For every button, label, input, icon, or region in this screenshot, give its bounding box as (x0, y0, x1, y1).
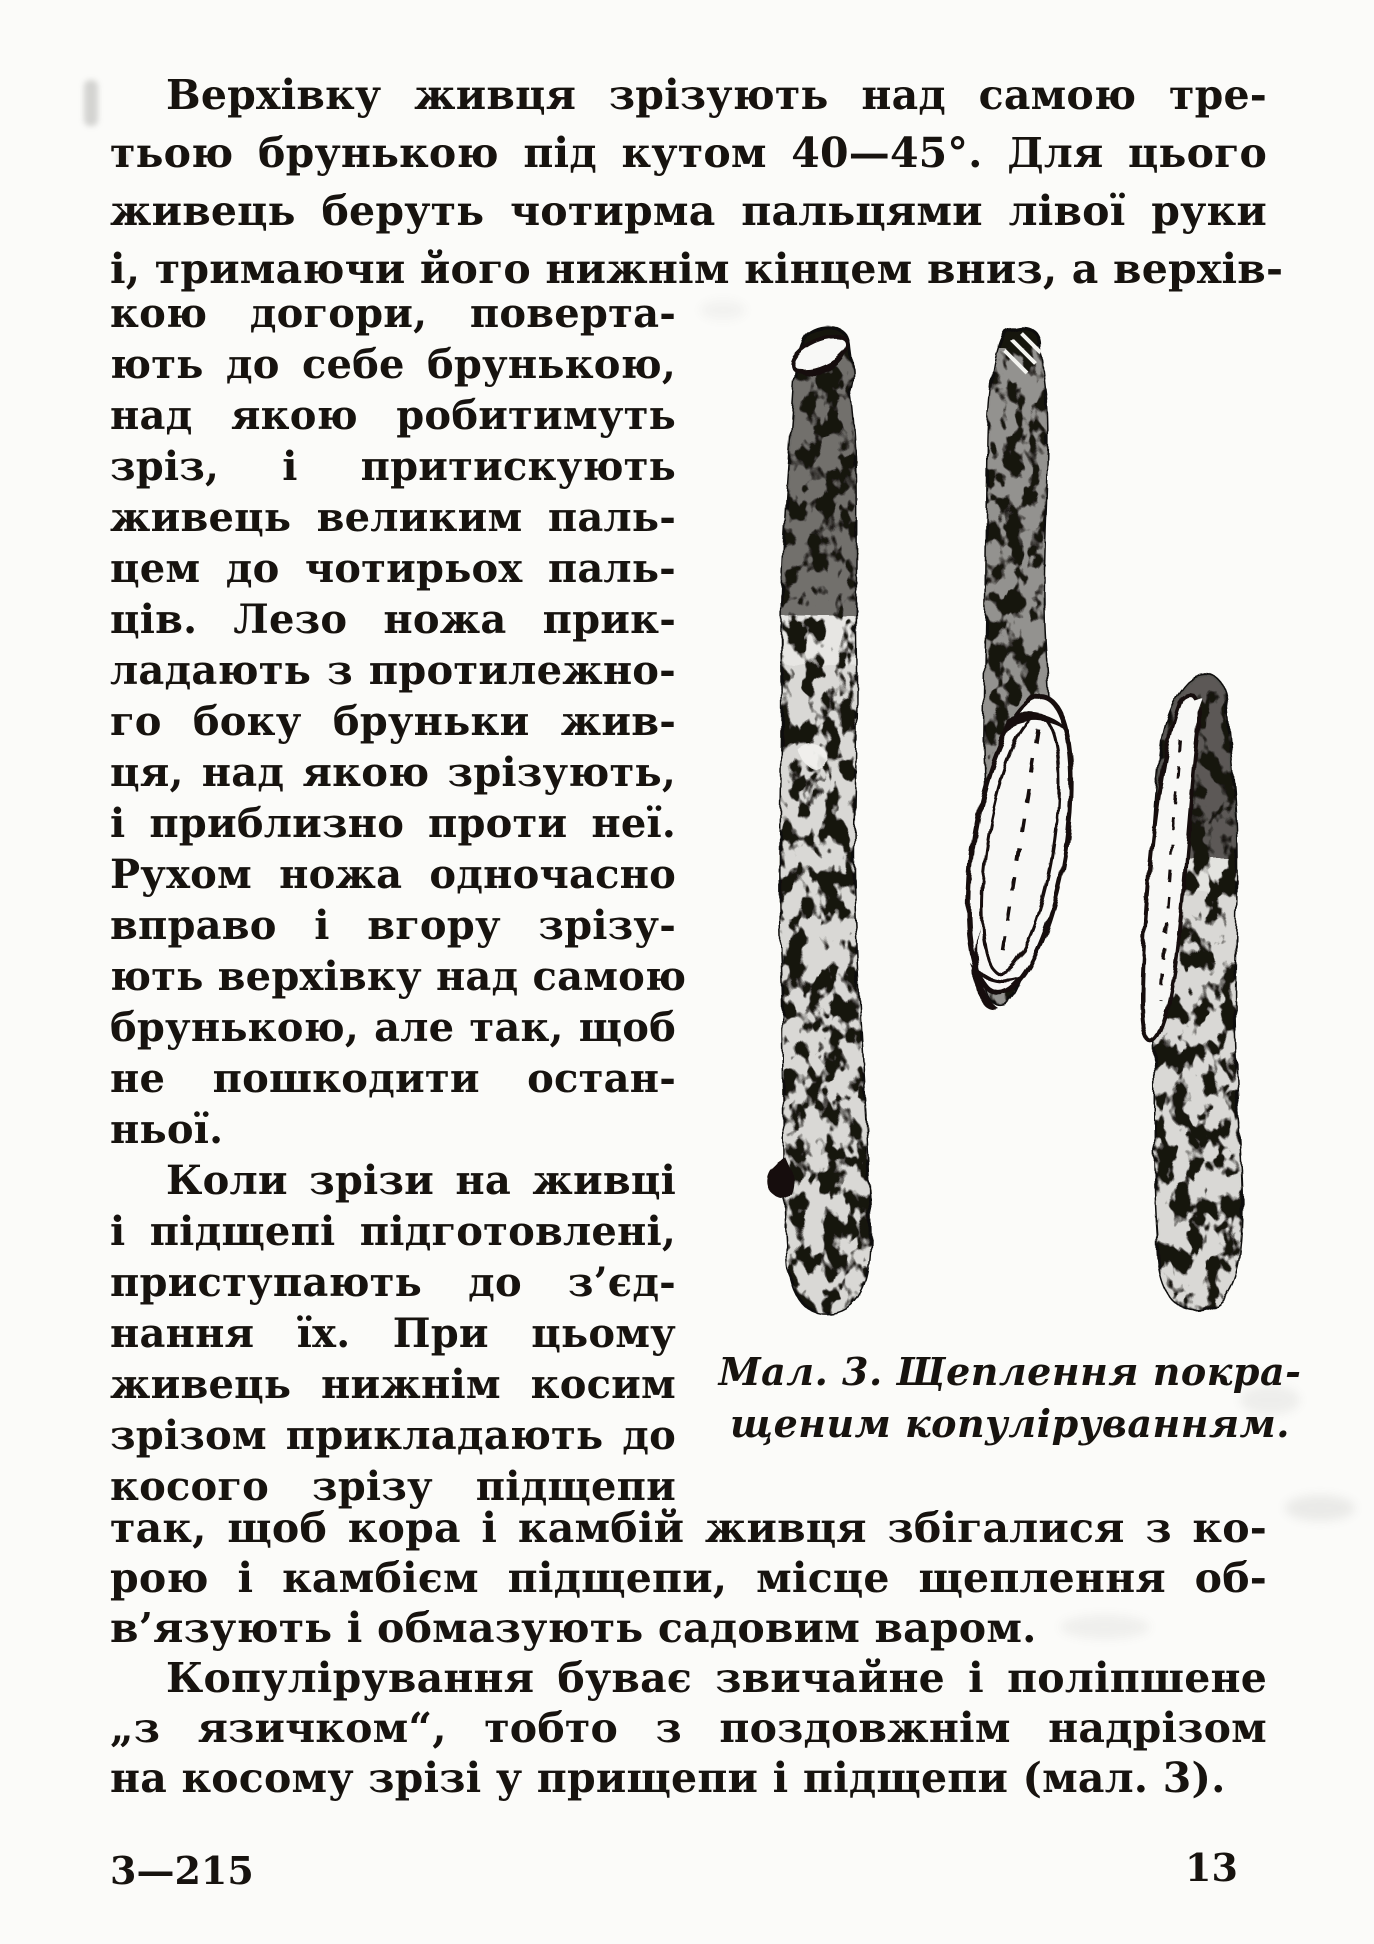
text-line: Коли зрізи на живці (166, 1157, 676, 1204)
text-line: в’язують і обмазують садовим варом. (110, 1604, 1037, 1652)
text-line: ньої. (110, 1106, 224, 1153)
twig-right (1140, 670, 1270, 1330)
text-line: Мал. 3. Щеплення покра- (718, 1349, 1302, 1394)
page-number: 13 (1185, 1845, 1238, 1890)
top-paragraph (110, 66, 1284, 298)
text-line: нання їх. При цьому (110, 1310, 676, 1357)
text-line: вправо і вгору зрізу- (110, 902, 676, 949)
scan-smudge (700, 300, 746, 320)
text-line: живець нижнім косим (110, 1361, 676, 1408)
text-line: над якою робитимуть (110, 392, 676, 439)
text-line: „з язичком“, тобто з поздовжнім надрізом (110, 1704, 1267, 1752)
text-line: і підщепі підготовлені, (110, 1208, 676, 1255)
text-line: Копулірування буває звичайне і поліпшене (166, 1654, 1267, 1702)
bottom-paragraph (110, 1503, 1267, 1803)
scan-artifact (84, 80, 98, 126)
text-line: так, щоб кора і камбій живця збігалися з ко- (110, 1504, 1267, 1552)
twig-left (750, 327, 890, 1330)
text-line: ців. Лезо ножа прик- (110, 596, 676, 643)
text-line: цем до чотирьох паль- (110, 545, 676, 592)
figure-illustration (690, 320, 1340, 1330)
text-line: рою і камбієм підщепи, місце щеплення об- (110, 1554, 1267, 1602)
text-line: щеним копуліруванням. (729, 1401, 1290, 1446)
text-line: го боку бруньки жив- (110, 698, 676, 745)
text-line: ють до себе брунькою, (110, 341, 676, 388)
twig-middle (951, 327, 1090, 1020)
text-line: косого зрізу підщепи (110, 1463, 676, 1510)
text-line: тьою брунькою під кутом 40—45°. Для цього (110, 129, 1267, 177)
text-line: зрізом прикладають до (110, 1412, 676, 1459)
text-line: і, тримаючи його нижнім кінцем вниз, а верхів- (110, 245, 1284, 293)
text-line: ця, над якою зрізують, (110, 749, 676, 796)
text-line: зріз, і притискують (110, 443, 676, 490)
text-line: живець великим паль- (110, 494, 676, 541)
figure-caption (690, 1346, 1330, 1450)
text-column (110, 288, 687, 1512)
text-line: приступають до з’єд- (110, 1259, 676, 1306)
text-line: не пошкодити остан- (110, 1055, 676, 1102)
scan-smudge (1285, 1495, 1355, 1521)
text-line: ладають з протилежно- (110, 647, 676, 694)
text-line: брунькою, але так, щоб (110, 1004, 676, 1051)
text-line: Верхівку живця зрізують над самою тре- (166, 71, 1267, 119)
text-line: на косому зрізі у прищепи і підщепи (мал. 3). (110, 1754, 1226, 1802)
text-line: Рухом ножа одночасно (110, 851, 676, 898)
text-line: ють верхівку над самою (110, 953, 687, 1000)
text-line: і приблизно проти неї. (110, 800, 676, 847)
print-code: 3—215 (110, 1848, 254, 1893)
text-line: кою догори, поверта- (110, 290, 676, 337)
text-line: живець беруть чотирма пальцями лівої руки (110, 187, 1267, 235)
